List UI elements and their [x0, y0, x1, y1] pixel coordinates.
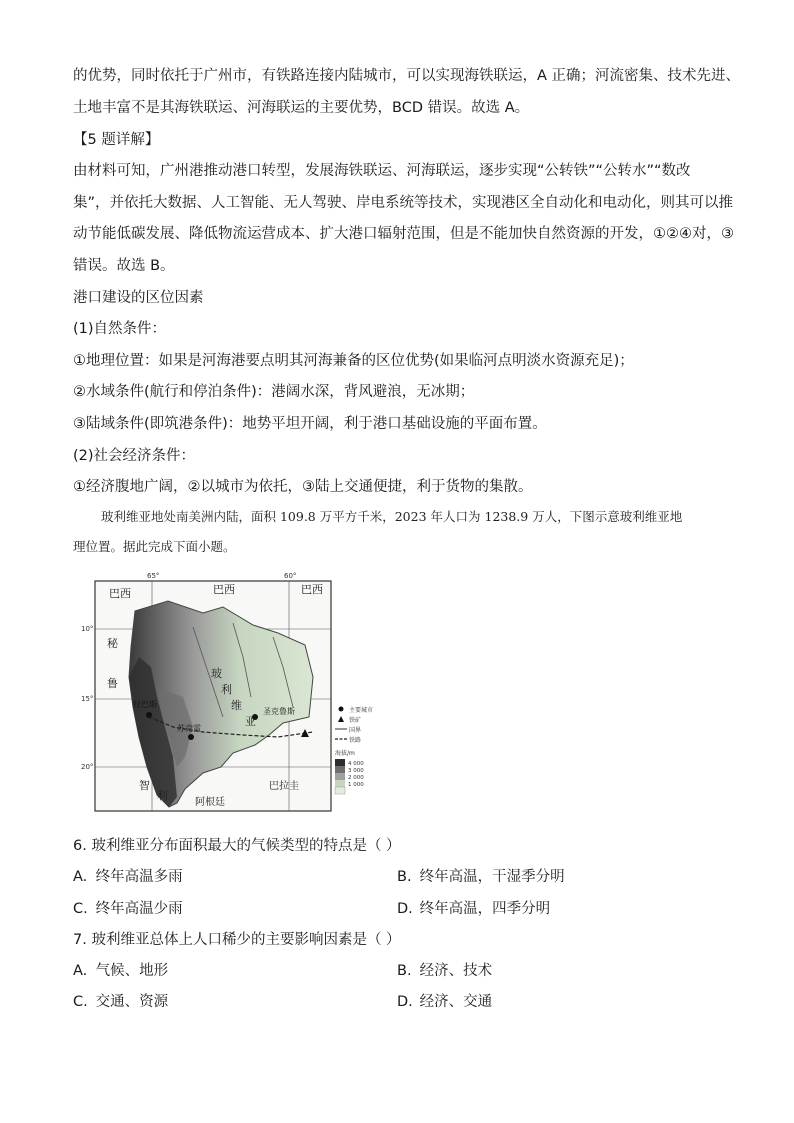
option-key: A. — [73, 869, 88, 885]
option-text: 终年高温少雨 — [95, 901, 183, 917]
lat-label: 10° — [81, 625, 94, 633]
option-key: B. — [397, 963, 412, 979]
legend-item: 铁矿 — [349, 717, 362, 724]
legend-elevation: 4 000 — [348, 761, 364, 767]
option-key: B. — [397, 869, 412, 885]
paragraph-line: 错误。故选 B。 — [73, 258, 175, 274]
option-text: 终年高温多雨 — [95, 869, 183, 885]
q6-option-a[interactable] — [73, 867, 183, 887]
legend-item: 国界 — [349, 727, 362, 734]
option-text: 经济、交通 — [419, 994, 493, 1010]
legend-item: 主要城市 — [349, 707, 374, 714]
map-label-argentina: 阿根廷 — [195, 797, 225, 808]
option-key: D. — [397, 901, 413, 917]
map-label-bolivia1: 玻 — [211, 667, 222, 680]
option-key: D. — [397, 994, 413, 1010]
map-label-santacruz: 圣克鲁斯 — [263, 707, 295, 716]
list-item: ①经济腹地广阔，②以城市为依托，③陆上交通便捷，利于货物的集散。 — [73, 479, 533, 495]
detail-header: 【5 题详解】 — [73, 132, 160, 148]
list-item: ①地理位置：如果是河海港要点明其河海兼备的区位优势(如果临河点明淡水资源充足)； — [73, 353, 634, 369]
paragraph-line: 的优势，同时依托于广州市，有铁路连接内陆城市，可以实现海铁联运，A 正确；河流密集、技术先进、 — [73, 68, 741, 84]
intro-line: 玻利维亚地处南美洲内陆，面积 109.8 万平方千米，2023 年人口为 1238.9 万人，下图示意玻利维亚地 — [101, 509, 683, 524]
lon-label: 65° — [147, 572, 160, 580]
q7-option-a[interactable] — [73, 961, 168, 981]
intro-paragraph — [73, 502, 728, 562]
q7-option-d[interactable] — [397, 992, 492, 1012]
option-text: 交通、资源 — [95, 994, 169, 1010]
map-label-peru2: 鲁 — [107, 677, 118, 690]
paragraph-line: 由材料可知，广州港推动港口转型，发展海铁联运、河海联运，逐步实现“公转铁”“公转水”“数改 — [73, 163, 691, 179]
option-text: 终年高温，干湿季分明 — [419, 869, 565, 885]
intro-line: 理位置。据此完成下面小题。 — [73, 539, 236, 554]
bolivia-map — [73, 567, 418, 817]
q6-option-b[interactable] — [397, 867, 565, 887]
map-label-paraguay: 巴拉圭 — [269, 781, 299, 792]
question-6-stem: 6. 玻利维亚分布面积最大的气候类型的特点是（ ） — [73, 838, 401, 854]
section-title: 港口建设的区位因素 — [73, 290, 204, 306]
option-text: 经济、技术 — [419, 963, 493, 979]
map-label-bolivia3: 维 — [231, 699, 242, 712]
q7-option-c[interactable] — [73, 992, 168, 1012]
map-label-lapaz: 拉巴斯 — [133, 700, 157, 709]
paragraph-line: 集”，并依托大数据、人工智能、无人驾驶、岸电系统等技术，实现港区全自动化和电动化，则其可以推 — [73, 195, 734, 211]
map-label-chile2: 利 — [157, 789, 168, 802]
map-label-bolivia4: 亚 — [245, 715, 256, 728]
legend-elevation-title: 海拔/m — [335, 750, 355, 757]
map-label-bolivia2: 利 — [221, 683, 232, 696]
map-label-chile: 智 — [139, 779, 150, 792]
paragraph-line: 动节能低碳发展、降低物流运营成本、扩大港口辐射范围，但是不能加快自然资源的开发，①②④对，③ — [73, 226, 734, 242]
legend-elevation: 2 000 — [348, 775, 364, 781]
subsection-title: (1)自然条件： — [73, 321, 167, 337]
map-label-peru: 秘 — [107, 637, 118, 650]
map-label-brazil-left: 巴西 — [109, 587, 131, 600]
subsection-title: (2)社会经济条件： — [73, 448, 196, 464]
option-key: A. — [73, 963, 88, 979]
option-key: C. — [73, 994, 88, 1010]
option-key: C. — [73, 901, 88, 917]
paragraph-line: 土地丰富不是其海铁联运、河海联运的主要优势，BCD 错误。故选 A。 — [73, 100, 530, 116]
lon-label: 60° — [284, 572, 297, 580]
map-legend — [335, 706, 373, 794]
option-text: 气候、地形 — [95, 963, 169, 979]
legend-item: 铁路 — [349, 737, 362, 744]
lat-label: 20° — [81, 763, 94, 771]
map-label-sucre: 苏克雷 — [177, 724, 201, 733]
question-7-stem: 7. 玻利维亚总体上人口稀少的主要影响因素是（ ） — [73, 932, 401, 948]
legend-elevation: 1 000 — [348, 782, 364, 788]
q6-option-c[interactable] — [73, 899, 183, 919]
map-label-brazil-right: 巴西 — [213, 583, 235, 596]
list-item: ②水域条件(航行和停泊条件)：港阔水深，背风避浪，无冰期； — [73, 384, 475, 400]
q7-option-b[interactable] — [397, 961, 492, 981]
option-text: 终年高温，四季分明 — [419, 901, 551, 917]
legend-elevation: 3 000 — [348, 768, 364, 774]
q6-option-d[interactable] — [397, 899, 550, 919]
lat-label: 15° — [81, 695, 94, 703]
map-label-brazil-far: 巴西 — [301, 583, 323, 596]
list-item: ③陆域条件(即筑港条件)：地势平坦开阔，利于港口基础设施的平面布置。 — [73, 416, 547, 432]
